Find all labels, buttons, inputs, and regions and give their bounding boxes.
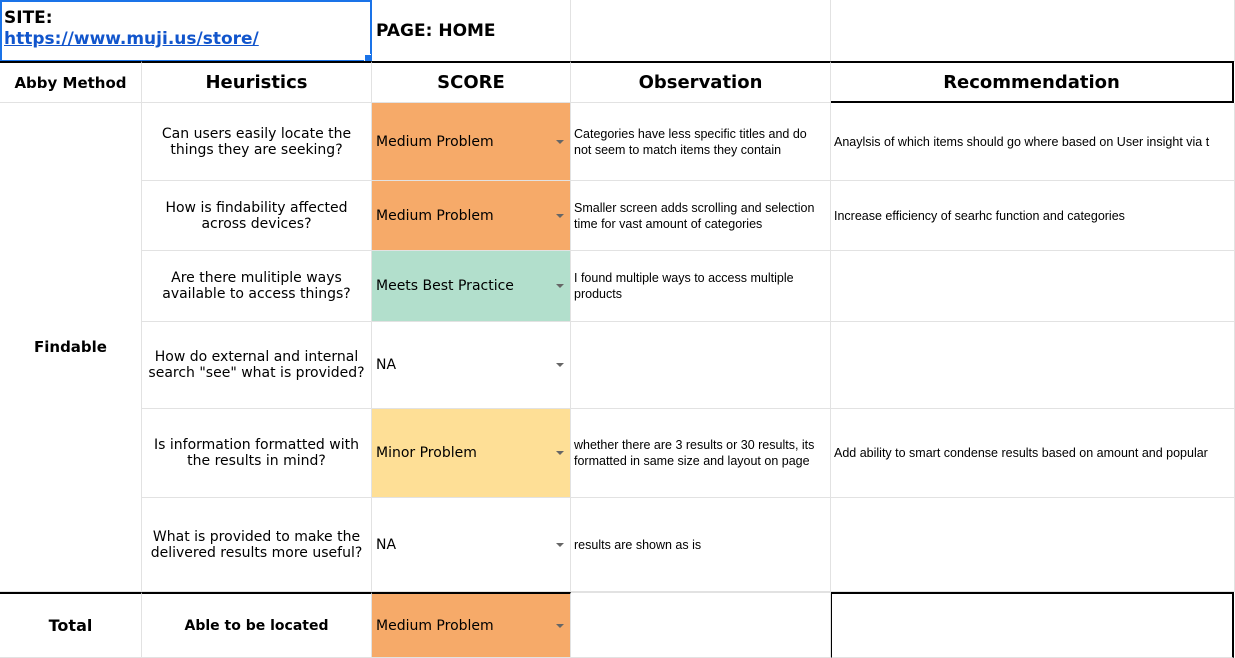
- recommendation-cell[interactable]: [831, 322, 1235, 409]
- heuristic-text: What is provided to make the delivered results more useful?: [150, 528, 363, 561]
- site-url-link[interactable]: https://www.muji.us/store/: [4, 29, 259, 49]
- dropdown-arrow-icon[interactable]: [556, 451, 564, 455]
- dropdown-arrow-icon[interactable]: [556, 363, 564, 367]
- dropdown-arrow-icon[interactable]: [556, 140, 564, 144]
- header-score[interactable]: SCORE: [372, 61, 571, 103]
- recommendation-cell[interactable]: [831, 498, 1235, 592]
- recommendation-cell[interactable]: [831, 181, 1235, 251]
- heuristic-text: Are there mulitiple ways available to access things?: [162, 270, 351, 302]
- score-value: Medium Problem: [376, 207, 494, 224]
- score-value: Meets Best Practice: [376, 278, 514, 294]
- heuristic-text: Is information formatted with the results in mind?: [154, 437, 359, 469]
- header-abby-method[interactable]: Abby Method: [0, 61, 142, 103]
- score-value: Medium Problem: [376, 133, 494, 150]
- dropdown-arrow-icon[interactable]: [556, 543, 564, 547]
- total-label: Total: [48, 616, 93, 635]
- observation-cell[interactable]: [571, 103, 831, 181]
- group-findable-label: Findable: [34, 338, 107, 356]
- total-score-dropdown[interactable]: [372, 592, 571, 658]
- dropdown-arrow-icon[interactable]: [556, 624, 564, 628]
- recommendation-cell[interactable]: [831, 103, 1235, 181]
- site-cell[interactable]: [0, 0, 372, 62]
- dropdown-arrow-icon[interactable]: [556, 284, 564, 288]
- total-score-value: Medium Problem: [376, 617, 494, 634]
- recommendation-text: Anaylsis of which items should go where based on User insight via t: [834, 134, 1210, 149]
- score-dropdown[interactable]: [372, 181, 571, 251]
- total-label-cell[interactable]: [0, 592, 142, 658]
- observation-cell[interactable]: [571, 322, 831, 409]
- observation-text: I found multiple ways to access multiple products: [574, 271, 794, 301]
- total-observation-cell[interactable]: [571, 592, 831, 658]
- recommendation-text: Increase efficiency of searhc function and categories: [834, 208, 1125, 223]
- score-value: NA: [376, 536, 397, 553]
- page-label: PAGE: HOME: [376, 20, 496, 41]
- header-heuristics[interactable]: Heuristics: [142, 61, 372, 103]
- score-value: Minor Problem: [376, 445, 477, 461]
- observation-text: whether there are 3 results or 30 results, its formatted in same size and layout on page: [574, 438, 815, 468]
- recommendation-cell[interactable]: [831, 409, 1235, 498]
- score-dropdown[interactable]: [372, 251, 571, 322]
- observation-text: results are shown as is: [574, 537, 702, 552]
- heuristic-cell[interactable]: [142, 181, 372, 251]
- total-recommendation-cell[interactable]: [831, 592, 1234, 658]
- header-observation[interactable]: Observation: [571, 61, 831, 103]
- site-label: SITE:: [4, 8, 53, 28]
- score-dropdown[interactable]: [372, 322, 571, 409]
- observation-text: Categories have less specific titles and do not seem to match items they contain: [574, 126, 807, 157]
- observation-text: Smaller screen adds scrolling and selection time for vast amount of categories: [574, 200, 815, 231]
- heuristic-text: Can users easily locate the things they are seeking?: [161, 125, 352, 158]
- dropdown-arrow-icon[interactable]: [556, 214, 564, 218]
- group-findable-cell[interactable]: [0, 103, 142, 592]
- heuristic-text: How is findability affected across devices?: [165, 199, 348, 232]
- heuristic-cell[interactable]: [142, 103, 372, 181]
- heuristic-cell[interactable]: [142, 498, 372, 592]
- observation-cell[interactable]: [571, 409, 831, 498]
- heuristic-cell[interactable]: [142, 409, 372, 498]
- total-heuristic-text: Able to be located: [184, 617, 329, 634]
- score-dropdown[interactable]: [372, 409, 571, 498]
- total-heuristic-cell[interactable]: [142, 592, 372, 658]
- header-recommendation[interactable]: Recommendation: [831, 61, 1234, 103]
- observation-cell[interactable]: [571, 251, 831, 322]
- heuristic-text: How do external and internal search "see" what is provided?: [148, 349, 365, 381]
- score-value: NA: [376, 357, 397, 373]
- empty-top-cell-1[interactable]: [571, 0, 831, 62]
- empty-top-cell-2[interactable]: [831, 0, 1235, 62]
- recommendation-text: Add ability to smart condense results based on amount and popular: [834, 446, 1208, 460]
- recommendation-cell[interactable]: [831, 251, 1235, 322]
- heuristic-cell[interactable]: [142, 322, 372, 409]
- observation-cell[interactable]: [571, 181, 831, 251]
- heuristic-cell[interactable]: [142, 251, 372, 322]
- page-cell[interactable]: [372, 0, 571, 62]
- score-dropdown[interactable]: [372, 103, 571, 181]
- score-dropdown[interactable]: [372, 498, 571, 592]
- observation-cell[interactable]: [571, 498, 831, 592]
